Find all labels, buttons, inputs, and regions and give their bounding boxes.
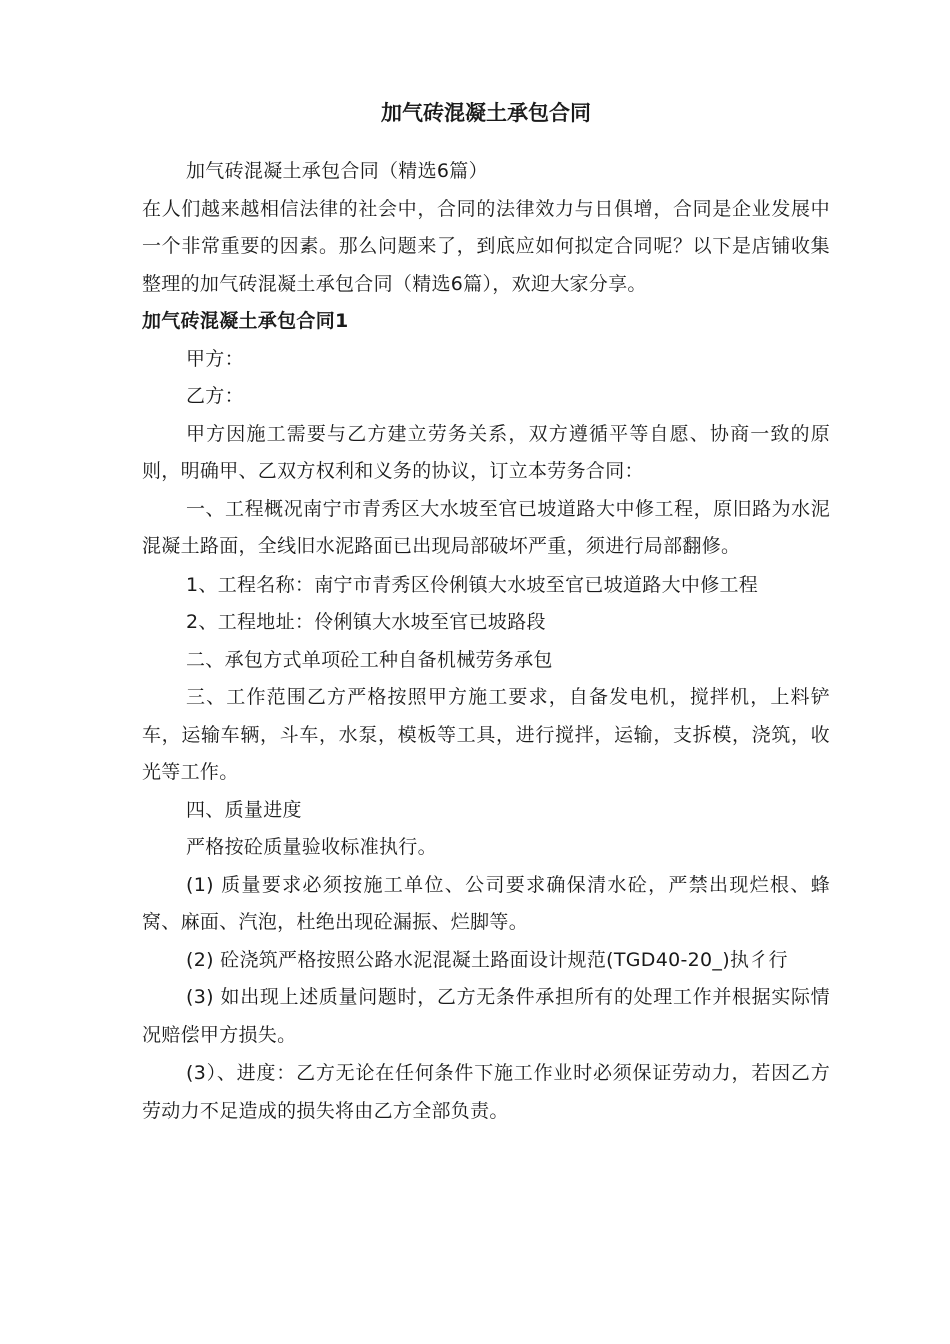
clause-4-3-paragraph: (3) 如出现上述质量问题时，乙方无条件承担所有的处理工作并根据实际情况赔偿甲方损失。 [142,986,830,1046]
preamble-paragraph: 甲方因施工需要与乙方建立劳务关系，双方遵循平等自愿、协商一致的原则，明确甲、乙双方权利和义务的协议，订立本劳务合同： [142,422,830,482]
document-title: 加气砖混凝土承包合同 [381,101,591,125]
clause-4-1-paragraph: (1) 质量要求必须按施工单位、公司要求确保清水砼，严禁出现烂根、蜂窝、麻面、汽泡，杜绝出现砼漏振、烂脚等。 [142,873,830,933]
document-subtitle: 加气砖混凝土承包合同（精选6篇） [186,160,488,182]
clause-1-1-paragraph: 1、工程名称：南宁市青秀区伶俐镇大水坡至官已坡道路大中修工程 [186,573,759,596]
clause-4-4-paragraph: (3）、进度：乙方无论在任何条件下施工作业时必须保证劳动力，若因乙方劳动力不足造成的损失将由乙方全部负责。 [142,1062,830,1122]
intro-paragraph: 在人们越来越相信法律的社会中，合同的法律效力与日俱增，合同是企业发展中一个非常重要的因素。那么问题来了，到底应如何拟定合同呢？以下是店铺收集整理的加气砖混凝土承包合同（精选6篇），欢迎大家分享。 [142,197,830,295]
document-body [142,153,830,1130]
party-a-line: 甲方： [186,347,244,370]
clause-4-heading: 四、质量进度 [186,798,302,821]
clause-3-paragraph: 三、工作范围乙方严格按照甲方施工要求，自备发电机，搅拌机，上料铲车，运输车辆，斗车，水泵，模板等工具，进行搅拌，运输，支拆模，浇筑，收光等工作。 [142,686,830,783]
party-b-line: 乙方： [186,385,244,407]
clause-1-paragraph: 一、工程概况南宁市青秀区大水坡至官已坡道路大中修工程，原旧路为水泥混凝土路面，全线旧水泥路面已出现局部破坏严重，须进行局部翻修。 [142,497,830,557]
clause-2-paragraph: 二、承包方式单项砼工种自备机械劳务承包 [186,648,553,671]
section-heading: 加气砖混凝土承包合同1 [142,310,349,332]
clause-4-2-paragraph: (2) 砼浇筑严格按照公路水泥混凝土路面设计规范(TGD40-20_)执彳行 [186,948,788,971]
clause-4-intro: 严格按砼质量验收标准执行。 [186,836,437,858]
clause-1-2-paragraph: 2、工程地址：伶俐镇大水坡至官已坡路段 [186,611,546,633]
